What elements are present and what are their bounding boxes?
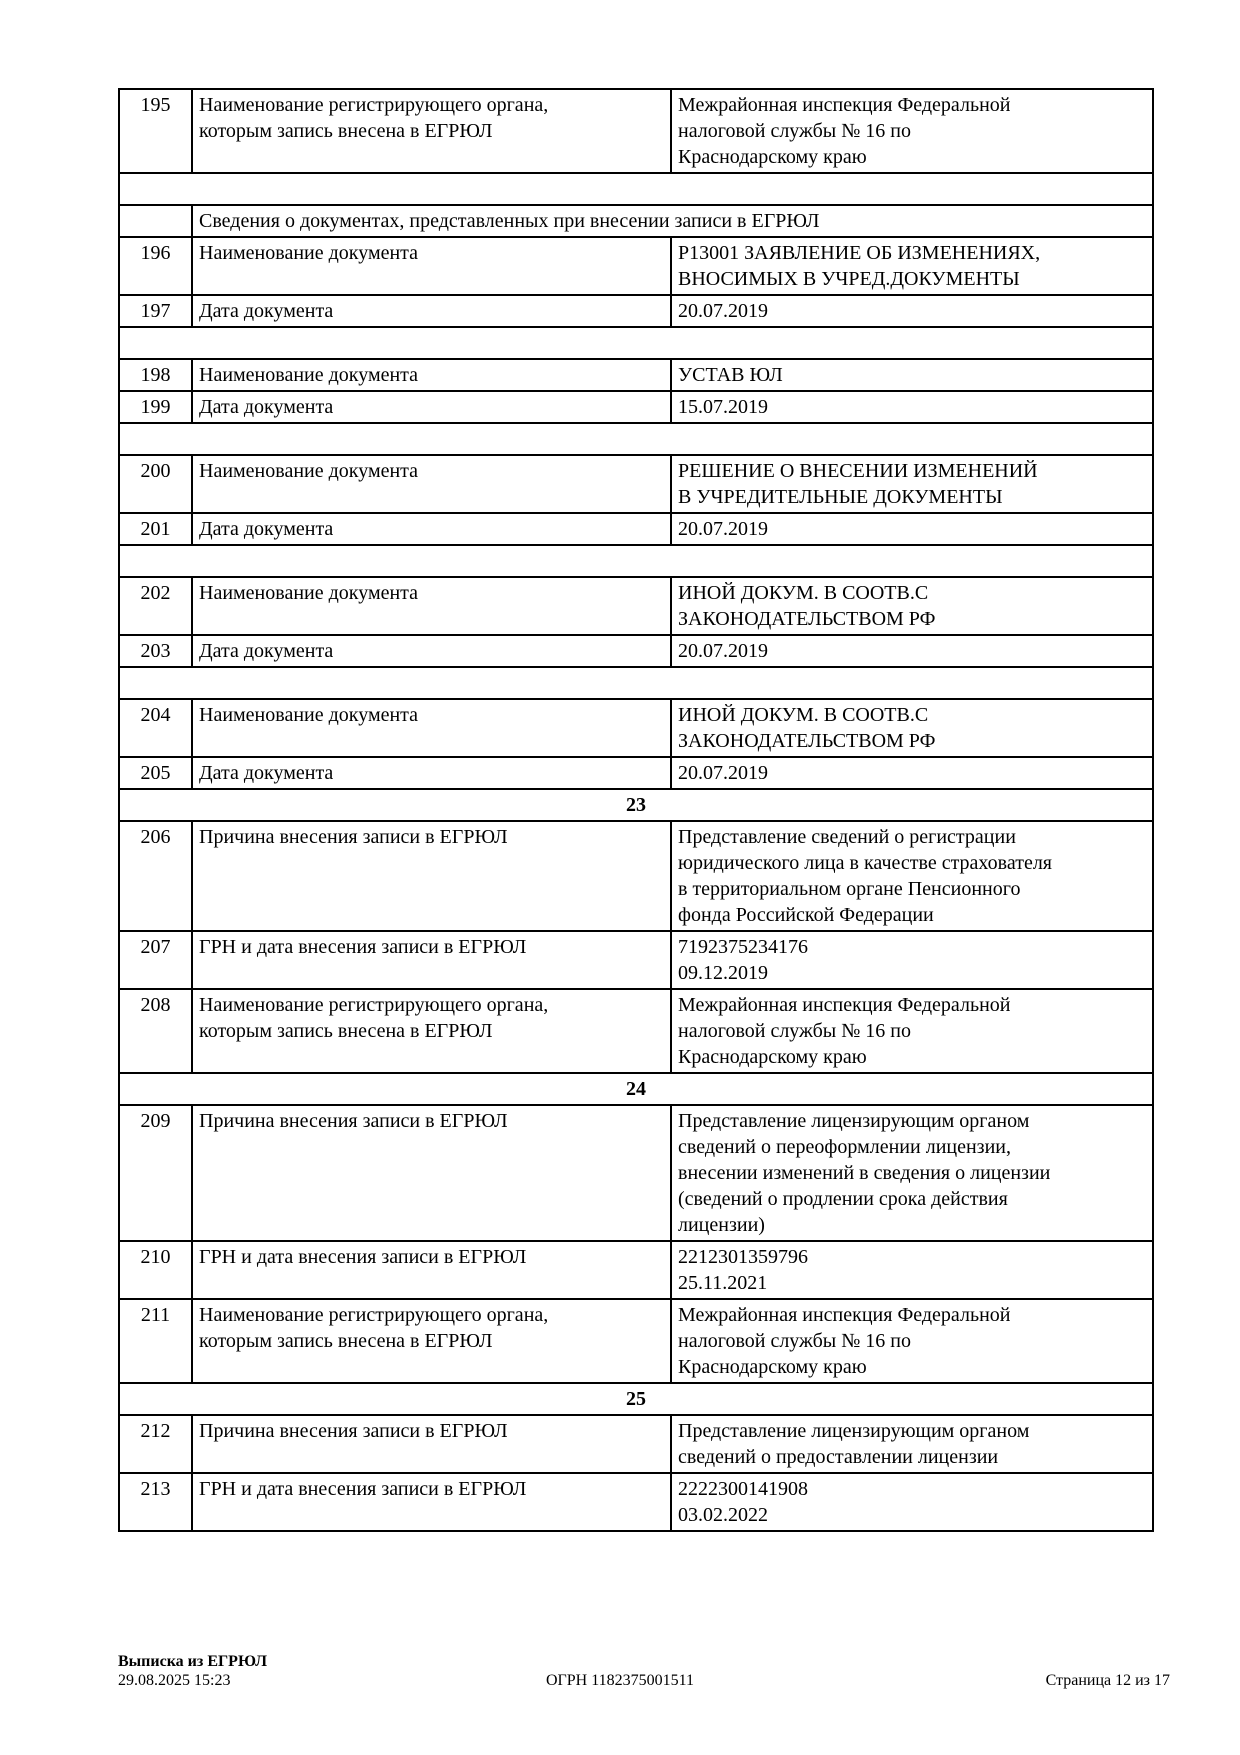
table-row <box>119 237 1153 295</box>
row-value: 20.07.2019 <box>671 513 1153 545</box>
table-row <box>119 1105 1153 1241</box>
row-label: Дата документа <box>192 757 671 789</box>
row-label: Наименование документа <box>192 699 671 757</box>
section-number: 24 <box>119 1073 1153 1105</box>
row-number: 206 <box>119 821 192 931</box>
row-label: Дата документа <box>192 635 671 667</box>
egrul-table-body <box>119 89 1153 1531</box>
row-value: Межрайонная инспекция Федеральной налоговой службы № 16 по Краснодарскому краю <box>671 1299 1153 1383</box>
row-value: Р13001 ЗАЯВЛЕНИЕ ОБ ИЗМЕНЕНИЯХ, ВНОСИМЫХ В УЧРЕД.ДОКУМЕНТЫ <box>671 237 1153 295</box>
row-number: 213 <box>119 1473 192 1531</box>
row-value: 7192375234176 09.12.2019 <box>671 931 1153 989</box>
row-value: ИНОЙ ДОКУМ. В СООТВ.С ЗАКОНОДАТЕЛЬСТВОМ РФ <box>671 577 1153 635</box>
spacer-cell <box>119 423 1153 455</box>
row-label: Причина внесения записи в ЕГРЮЛ <box>192 1415 671 1473</box>
spacer-cell <box>119 545 1153 577</box>
row-value: РЕШЕНИЕ О ВНЕСЕНИИ ИЗМЕНЕНИЙ В УЧРЕДИТЕЛЬНЫЕ ДОКУМЕНТЫ <box>671 455 1153 513</box>
table-row <box>119 635 1153 667</box>
row-number: 205 <box>119 757 192 789</box>
row-number: 209 <box>119 1105 192 1241</box>
spacer-cell <box>119 327 1153 359</box>
row-label: Наименование документа <box>192 577 671 635</box>
row-label: Наименование документа <box>192 237 671 295</box>
subheader-row <box>119 205 1153 237</box>
row-value: 2212301359796 25.11.2021 <box>671 1241 1153 1299</box>
row-number: 210 <box>119 1241 192 1299</box>
row-value: 20.07.2019 <box>671 635 1153 667</box>
row-number-empty <box>119 205 192 237</box>
row-number: 207 <box>119 931 192 989</box>
table-row <box>119 577 1153 635</box>
row-label: Наименование регистрирующего органа, которым запись внесена в ЕГРЮЛ <box>192 89 671 173</box>
table-row <box>119 1415 1153 1473</box>
row-label: Наименование документа <box>192 359 671 391</box>
row-number: 198 <box>119 359 192 391</box>
table-row <box>119 821 1153 931</box>
footer-datetime: 29.08.2025 15:23 <box>118 1672 231 1689</box>
footer-ogrn: ОГРН 1182375001511 <box>545 1672 695 1689</box>
row-number: 211 <box>119 1299 192 1383</box>
row-value: 20.07.2019 <box>671 295 1153 327</box>
row-label: Дата документа <box>192 295 671 327</box>
row-value: Представление лицензирующим органом сведений о переоформлении лицензии, внесении изменений в сведения о лицензии (сведений о продлении срока действия лицензии) <box>671 1105 1153 1241</box>
table-row <box>119 455 1153 513</box>
row-value: УСТАВ ЮЛ <box>671 359 1153 391</box>
table-row <box>119 1241 1153 1299</box>
row-label: Наименование документа <box>192 455 671 513</box>
table-row <box>119 757 1153 789</box>
row-label: Причина внесения записи в ЕГРЮЛ <box>192 1105 671 1241</box>
table-row <box>119 989 1153 1073</box>
row-label: Наименование регистрирующего органа, которым запись внесена в ЕГРЮЛ <box>192 1299 671 1383</box>
spacer-row <box>119 545 1153 577</box>
row-value: Межрайонная инспекция Федеральной налоговой службы № 16 по Краснодарскому краю <box>671 989 1153 1073</box>
section-number: 25 <box>119 1383 1153 1415</box>
table-row <box>119 699 1153 757</box>
row-value: Представление лицензирующим органом сведений о предоставлении лицензии <box>671 1415 1153 1473</box>
table-row <box>119 513 1153 545</box>
row-number: 208 <box>119 989 192 1073</box>
row-label: ГРН и дата внесения записи в ЕГРЮЛ <box>192 1473 671 1531</box>
section-row <box>119 1073 1153 1105</box>
egrul-extract-table <box>118 88 1154 1532</box>
row-number: 204 <box>119 699 192 757</box>
row-value: 2222300141908 03.02.2022 <box>671 1473 1153 1531</box>
row-number: 212 <box>119 1415 192 1473</box>
row-label: Наименование регистрирующего органа, которым запись внесена в ЕГРЮЛ <box>192 989 671 1073</box>
row-number: 203 <box>119 635 192 667</box>
row-label: Дата документа <box>192 391 671 423</box>
table-row <box>119 89 1153 173</box>
row-number: 195 <box>119 89 192 173</box>
row-value: ИНОЙ ДОКУМ. В СООТВ.С ЗАКОНОДАТЕЛЬСТВОМ РФ <box>671 699 1153 757</box>
row-value: Межрайонная инспекция Федеральной налоговой службы № 16 по Краснодарскому краю <box>671 89 1153 173</box>
footer-page-number: Страница 12 из 17 <box>1045 1672 1170 1689</box>
row-number: 201 <box>119 513 192 545</box>
table-row <box>119 931 1153 989</box>
footer-doc-title: Выписка из ЕГРЮЛ <box>118 1653 268 1670</box>
row-number: 196 <box>119 237 192 295</box>
spacer-row <box>119 173 1153 205</box>
spacer-cell <box>119 667 1153 699</box>
row-number: 197 <box>119 295 192 327</box>
table-row <box>119 359 1153 391</box>
row-value: 15.07.2019 <box>671 391 1153 423</box>
table-row <box>119 295 1153 327</box>
row-label: ГРН и дата внесения записи в ЕГРЮЛ <box>192 931 671 989</box>
table-row <box>119 391 1153 423</box>
row-value: 20.07.2019 <box>671 757 1153 789</box>
row-label: Причина внесения записи в ЕГРЮЛ <box>192 821 671 931</box>
table-row <box>119 1299 1153 1383</box>
row-number: 200 <box>119 455 192 513</box>
spacer-row <box>119 667 1153 699</box>
section-row <box>119 789 1153 821</box>
row-number: 202 <box>119 577 192 635</box>
row-value: Представление сведений о регистрации юридического лица в качестве страхователя в территориальном органе Пенсионного фонда Российской Федерации <box>671 821 1153 931</box>
table-row <box>119 1473 1153 1531</box>
row-label: Дата документа <box>192 513 671 545</box>
row-label: ГРН и дата внесения записи в ЕГРЮЛ <box>192 1241 671 1299</box>
spacer-row <box>119 423 1153 455</box>
section-row <box>119 1383 1153 1415</box>
spacer-cell <box>119 173 1153 205</box>
section-number: 23 <box>119 789 1153 821</box>
row-number: 199 <box>119 391 192 423</box>
spacer-row <box>119 327 1153 359</box>
subheader-label: Сведения о документах, представленных при внесении записи в ЕГРЮЛ <box>192 205 1153 237</box>
